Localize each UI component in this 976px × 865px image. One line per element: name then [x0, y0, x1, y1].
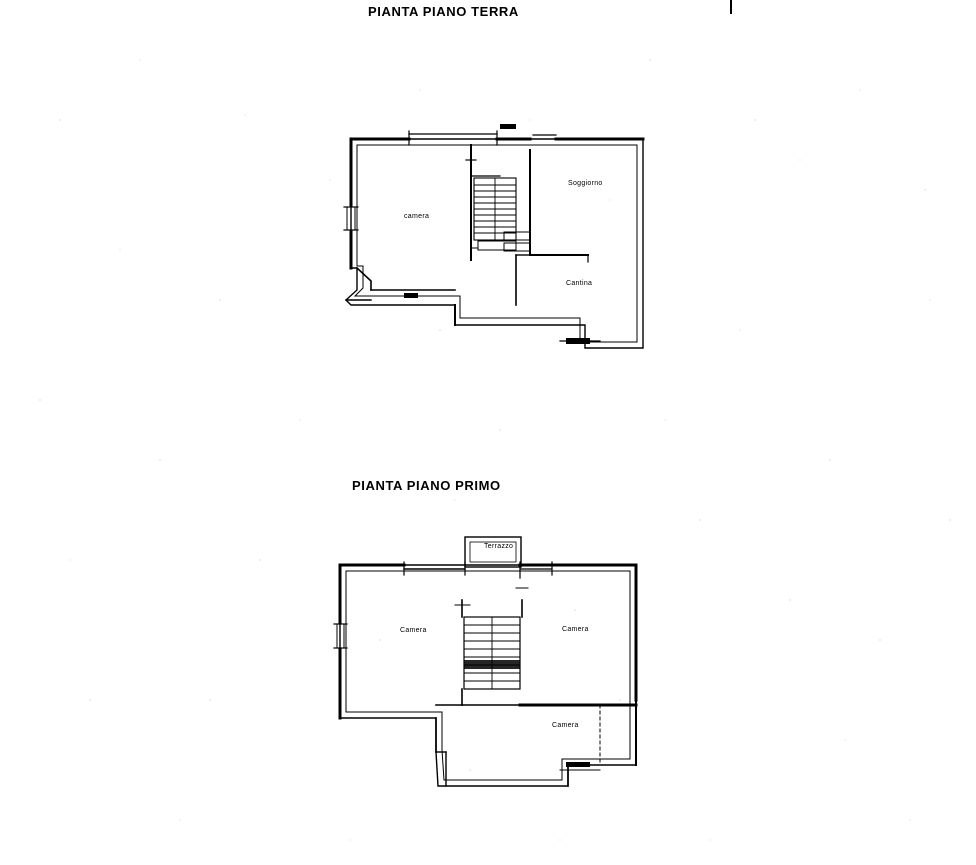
room-label-soggiorno: Soggiorno — [568, 180, 603, 187]
room-label-camera-right: Camera — [562, 626, 589, 633]
room-label-camera-ground: camera — [404, 213, 430, 220]
ground-floor-title: PIANTA PIANO TERRA — [368, 4, 519, 19]
room-label-terrazzo: Terrazzo — [484, 543, 514, 550]
room-label-camera-lower: Camera — [552, 722, 579, 729]
room-label-cantina: Cantina — [566, 280, 593, 287]
room-label-camera-left: Camera — [400, 627, 427, 634]
first-floor-title: PIANTA PIANO PRIMO — [352, 478, 501, 493]
crop-tick-mark — [730, 0, 732, 14]
